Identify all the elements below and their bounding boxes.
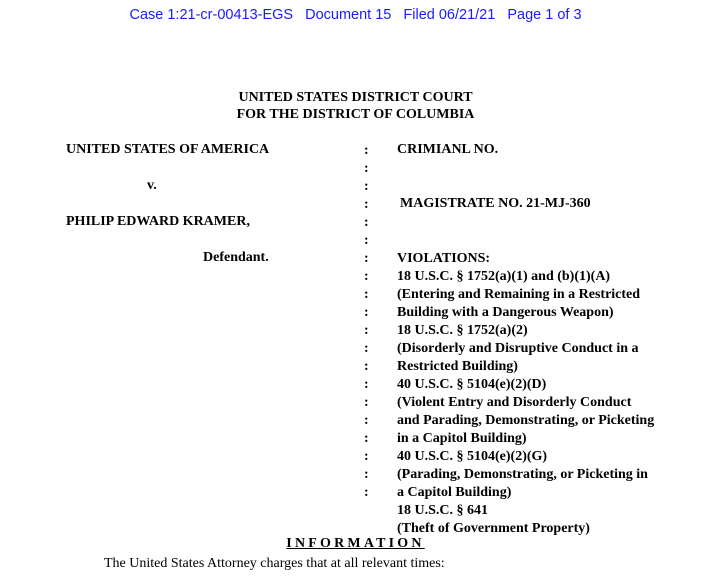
colon-separator-column: : : : : : : : : : : : : : : : : : : : :	[364, 143, 369, 500]
violations-block	[397, 250, 654, 538]
court-name-line1: UNITED STATES DISTRICT COURT	[238, 90, 473, 105]
defendant-role: Defendant.	[203, 250, 269, 265]
violation-line: 18 U.S.C. § 1752(a)(2)	[397, 323, 528, 338]
violation-line: (Theft of Government Property)	[397, 521, 590, 536]
violation-line: a Capitol Building)	[397, 485, 512, 500]
defendant-name: PHILIP EDWARD KRAMER,	[66, 214, 250, 229]
filing-header	[0, 7, 711, 23]
document-number: Document 15	[305, 7, 392, 23]
violation-line: 18 U.S.C. § 641	[397, 503, 489, 518]
violation-line: Restricted Building)	[397, 359, 518, 374]
violation-line: and Parading, Demonstrating, or Picketing	[397, 413, 655, 428]
violation-line: 40 U.S.C. § 5104(e)(2)(D)	[397, 377, 547, 392]
information-title: INFORMATION	[286, 536, 425, 551]
case-number: Case 1:21-cr-00413-EGS	[129, 7, 294, 23]
violations-heading: VIOLATIONS:	[397, 251, 491, 266]
filed-date: Filed 06/21/21	[403, 7, 496, 23]
court-name-line2: FOR THE DISTRICT OF COLUMBIA	[236, 107, 475, 122]
violation-line: 40 U.S.C. § 5104(e)(2)(G)	[397, 449, 548, 464]
versus: v.	[147, 178, 157, 193]
violation-line: (Violent Entry and Disorderly Conduct	[397, 395, 632, 410]
criminal-number: CRIMIANL NO.	[397, 142, 499, 157]
violation-line: in a Capitol Building)	[397, 431, 527, 446]
violation-line: (Parading, Demonstrating, or Picketing in	[397, 467, 648, 482]
violation-line: (Entering and Remaining in a Restricted	[397, 287, 641, 302]
violation-line: Building with a Dangerous Weapon)	[397, 305, 614, 320]
violation-line: 18 U.S.C. § 1752(a)(1) and (b)(1)(A)	[397, 269, 611, 284]
violation-line: (Disorderly and Disruptive Conduct in a	[397, 341, 639, 356]
information-intro: The United States Attorney charges that at all relevant times:	[104, 556, 445, 571]
magistrate-number: MAGISTRATE NO. 21-MJ-360	[400, 196, 591, 211]
plaintiff-name: UNITED STATES OF AMERICA	[66, 142, 270, 157]
page-indicator: Page 1 of 3	[507, 7, 582, 23]
